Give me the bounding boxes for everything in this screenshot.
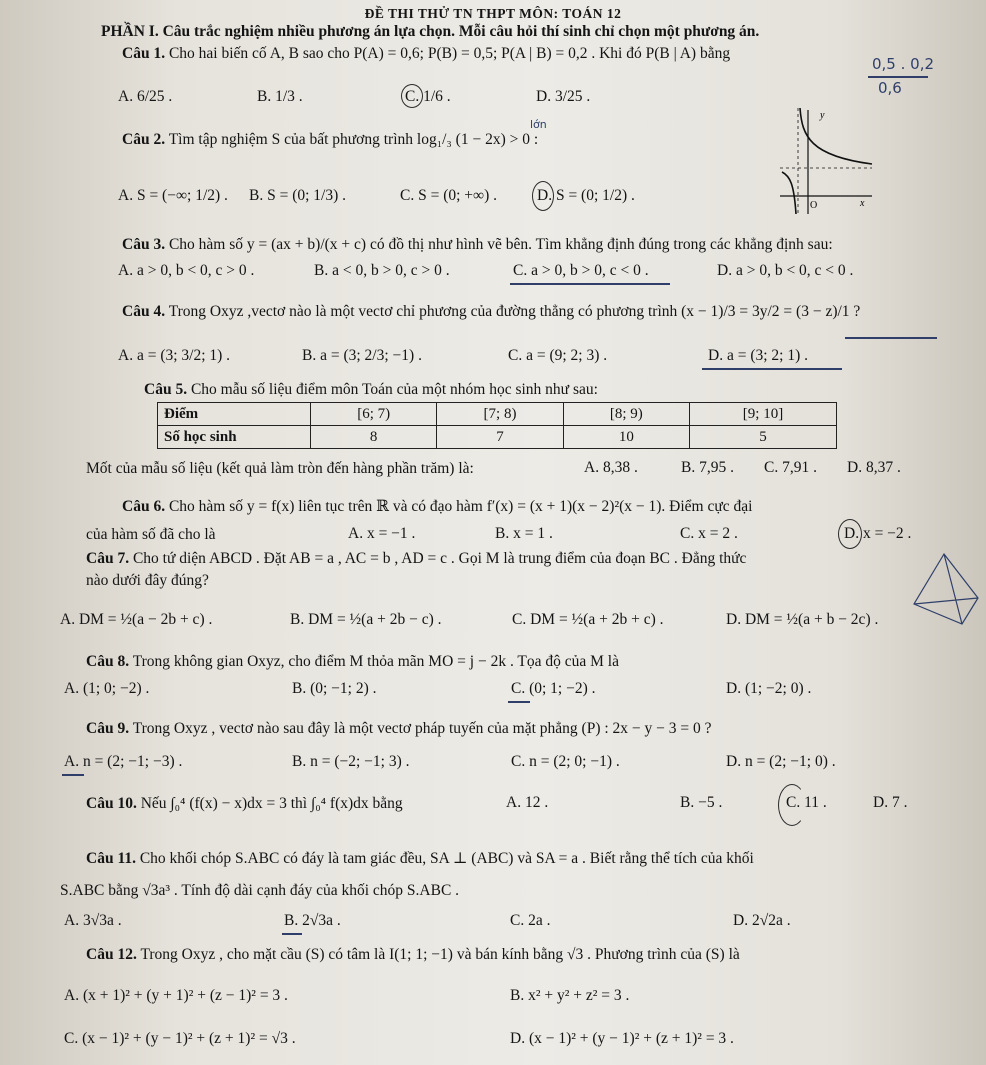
question-8 <box>86 652 986 672</box>
q11-underline <box>282 933 302 935</box>
q4-underline <box>845 337 937 339</box>
handwritten-q2-note: lớn <box>530 118 547 131</box>
question-6-continuation: của hàm số đã cho là <box>86 526 216 543</box>
q1-option-d[interactable]: D. 3/25 . <box>536 88 591 105</box>
question-7-label: Câu 7. <box>86 550 130 567</box>
question-1 <box>122 44 986 64</box>
table-cell: 5 <box>689 426 836 449</box>
question-5-text: Cho mẫu số liệu điểm môn Toán của một nhóm học sinh như sau: <box>190 381 598 398</box>
part-title: PHẦN I. Câu trắc nghiệm nhiều phương án lựa chọn. Mỗi câu hỏi thí sinh chỉ chọn một phương án. <box>101 23 760 40</box>
q10-option-d[interactable]: D. 7 . <box>873 794 908 811</box>
q10-option-b[interactable]: B. −5 . <box>680 794 723 811</box>
q2-option-c[interactable]: C. S = (0; +∞) . <box>400 187 497 204</box>
q3-option-a[interactable]: A. a > 0, b < 0, c > 0 . <box>118 262 255 279</box>
q11-option-a[interactable]: A. 3√3a . <box>64 912 122 929</box>
q2-option-a[interactable]: A. S = (−∞; 1/2) . <box>118 187 228 204</box>
q3-option-c[interactable]: C. a > 0, b > 0, c < 0 . <box>513 262 649 279</box>
q12-option-d[interactable]: D. (x − 1)² + (y − 1)² + (z + 1)² = 3 . <box>510 1030 734 1047</box>
exam-header: ĐỀ THI THỬ TN THPT MÔN: TOÁN 12 <box>364 6 622 21</box>
q5-option-a[interactable]: A. 8,38 . <box>584 459 638 476</box>
table-cell: 10 <box>563 426 689 449</box>
question-3-label: Câu 3. <box>122 236 166 253</box>
q11-option-b[interactable]: B. 2√3a . <box>284 912 341 929</box>
q1-answer-circle <box>401 84 423 108</box>
question-9-text: Trong Oxyz , vectơ nào sau đây là một vectơ pháp tuyến của mặt phẳng (P) : 2x − y − 3 = 0 ? <box>132 720 712 737</box>
question-11 <box>86 849 986 869</box>
question-11-continuation: S.ABC bằng √3a³ . Tính độ dài cạnh đáy của khối chóp S.ABC . <box>60 882 460 899</box>
question-4 <box>122 302 986 322</box>
question-11-label: Câu 11. <box>86 850 136 867</box>
question-10-text: Nếu ∫₀⁴ (f(x) − x)dx = 3 thì ∫₀⁴ f(x)dx bằng <box>140 795 403 812</box>
question-5-continuation: Mốt của mẫu số liệu (kết quả làm tròn đến hàng phần trăm) là: <box>86 460 474 477</box>
question-4-text: Trong Oxyz ,vectơ nào là một vectơ chỉ phương của đường thẳng có phương trình (x − 1)/3 = 3y/2 = (3 − z)/1 ? <box>168 303 861 320</box>
question-1-text: Cho hai biến cố A, B sao cho P(A) = 0,6; P(B) = 0,5; P(A | B) = 0,2 . Khi đó P(B | A) bằng <box>168 45 731 62</box>
question-12 <box>86 945 986 965</box>
q2-option-d[interactable]: D. S = (0; 1/2) . <box>537 187 635 204</box>
q3-option-d[interactable]: D. a > 0, b < 0, c < 0 . <box>717 262 854 279</box>
question-4-label: Câu 4. <box>122 303 166 320</box>
x-axis-label: x <box>860 198 865 209</box>
question-8-text: Trong không gian Oxyz, cho điểm M thỏa mãn MO = j − 2k . Tọa độ của M là <box>132 653 619 670</box>
q6-option-c[interactable]: C. x = 2 . <box>680 525 738 542</box>
q4-option-d[interactable]: D. a = (3; 2; 1) . <box>708 347 809 364</box>
q7-option-c[interactable]: C. DM = ½(a + 2b + c) . <box>512 611 664 628</box>
function-graph <box>780 106 875 218</box>
q4-option-b[interactable]: B. a = (3; 2/3; −1) . <box>302 347 422 364</box>
q4-answer-underline <box>702 368 842 370</box>
question-6-label: Câu 6. <box>122 498 166 515</box>
q12-option-c[interactable]: C. (x − 1)² + (y − 1)² + (z + 1)² = √3 . <box>64 1030 296 1047</box>
q6-option-b[interactable]: B. x = 1 . <box>495 525 553 542</box>
q5-option-b[interactable]: B. 7,95 . <box>681 459 734 476</box>
graph-left-branch <box>782 172 796 214</box>
question-3 <box>122 235 986 255</box>
q10-answer-circle <box>778 784 806 826</box>
q6-answer-circle <box>838 519 862 549</box>
q9-option-d[interactable]: D. n = (2; −1; 0) . <box>726 753 836 770</box>
question-7-continuation: nào dưới đây đúng? <box>86 572 209 589</box>
q1-option-a[interactable]: A. 6/25 . <box>118 88 173 105</box>
q12-option-b[interactable]: B. x² + y² + z² = 3 . <box>510 987 630 1004</box>
q8-option-a[interactable]: A. (1; 0; −2) . <box>64 680 150 697</box>
question-3-text: Cho hàm số y = (ax + b)/(x + c) có đồ thị như hình vẽ bên. Tìm khẳng định đúng trong các khẳng định sau: <box>168 236 833 253</box>
q2-option-b[interactable]: B. S = (0; 1/3) . <box>249 187 347 204</box>
handwritten-fraction-bar <box>868 76 928 78</box>
q9-option-a[interactable]: A. n = (2; −1; −3) . <box>64 753 183 770</box>
question-12-label: Câu 12. <box>86 946 137 963</box>
q7-option-b[interactable]: B. DM = ½(a + 2b − c) . <box>290 611 442 628</box>
q8-option-c[interactable]: C. (0; 1; −2) . <box>511 680 596 697</box>
table-header: Số học sinh <box>158 426 311 449</box>
q8-underline <box>508 701 530 703</box>
table-row <box>158 403 837 426</box>
q9-option-b[interactable]: B. n = (−2; −1; 3) . <box>292 753 410 770</box>
q4-option-a[interactable]: A. a = (3; 3/2; 1) . <box>118 347 231 364</box>
q6-option-a[interactable]: A. x = −1 . <box>348 525 416 542</box>
q8-option-b[interactable]: B. (0; −1; 2) . <box>292 680 377 697</box>
question-1-label: Câu 1. <box>122 45 166 62</box>
table-cell: 7 <box>437 426 563 449</box>
question-5 <box>144 380 986 400</box>
table-cell: [9; 10] <box>689 403 836 426</box>
question-5-label: Câu 5. <box>144 381 188 398</box>
question-2-label: Câu 2. <box>122 131 166 148</box>
q9-option-c[interactable]: C. n = (2; 0; −1) . <box>511 753 620 770</box>
q8-option-d[interactable]: D. (1; −2; 0) . <box>726 680 812 697</box>
question-6 <box>122 497 986 517</box>
q3-option-b[interactable]: B. a < 0, b > 0, c > 0 . <box>314 262 450 279</box>
y-axis-label: y <box>820 110 825 121</box>
q5-option-c[interactable]: C. 7,91 . <box>764 459 817 476</box>
q1-option-b[interactable]: B. 1/3 . <box>257 88 303 105</box>
q2-answer-circle <box>532 181 554 211</box>
table-cell: [8; 9) <box>563 403 689 426</box>
q10-option-a[interactable]: A. 12 . <box>506 794 549 811</box>
question-12-text: Trong Oxyz , cho mặt cầu (S) có tâm là I(1; 1; −1) và bán kính bằng √3 . Phương trình của (S) là <box>140 946 740 963</box>
handwritten-q1-denominator: 0,6 <box>878 79 902 97</box>
q5-option-d[interactable]: D. 8,37 . <box>847 459 901 476</box>
question-6-text: Cho hàm số y = f(x) liên tục trên ℝ và có đạo hàm f′(x) = (x + 1)(x − 2)²(x − 1). Điểm cực đại <box>168 498 753 515</box>
question-7 <box>86 549 986 569</box>
q3-underline <box>510 283 670 285</box>
q12-option-a[interactable]: A. (x + 1)² + (y + 1)² + (z − 1)² = 3 . <box>64 987 288 1004</box>
question-9-label: Câu 9. <box>86 720 130 737</box>
table-cell: [7; 8) <box>437 403 563 426</box>
table-row <box>158 426 837 449</box>
q4-option-c[interactable]: C. a = (9; 2; 3) . <box>508 347 608 364</box>
tetrahedron-sketch <box>906 552 982 632</box>
question-10-label: Câu 10. <box>86 795 137 812</box>
table-cell: 8 <box>311 426 437 449</box>
question-2-text: Tìm tập nghiệm S của bất phương trình log₁/₃ (1 − 2x) > 0 : <box>168 131 539 148</box>
question-8-label: Câu 8. <box>86 653 130 670</box>
q1-option-c[interactable]: C. 1/6 . <box>405 88 451 105</box>
table-cell: [6; 7) <box>311 403 437 426</box>
q6-option-d[interactable]: D. x = −2 . <box>844 525 912 542</box>
graph-right-branch <box>800 108 872 164</box>
question-9 <box>86 719 986 739</box>
table-header: Điểm <box>158 403 311 426</box>
question-11-text: Cho khối chóp S.ABC có đáy là tam giác đều, SA ⊥ (ABC) và SA = a . Biết rằng thể tích của khối <box>139 850 754 867</box>
q11-option-c[interactable]: C. 2a . <box>510 912 551 929</box>
q7-option-d[interactable]: D. DM = ½(a + b − 2c) . <box>726 611 879 628</box>
q9-underline <box>62 774 84 776</box>
origin-label: O <box>810 200 818 211</box>
frequency-table <box>157 402 837 449</box>
q10-option-c[interactable]: C. 11 . <box>786 794 827 811</box>
q7-option-a[interactable]: A. DM = ½(a − 2b + c) . <box>60 611 213 628</box>
q11-option-d[interactable]: D. 2√2a . <box>733 912 791 929</box>
handwritten-q1-numerator: 0,5 . 0,2 <box>872 55 935 73</box>
question-7-text: Cho tứ diện ABCD . Đặt AB = a , AC = b , AD = c . Gọi M là trung điểm của đoạn BC . Đẳng thức <box>132 550 747 567</box>
